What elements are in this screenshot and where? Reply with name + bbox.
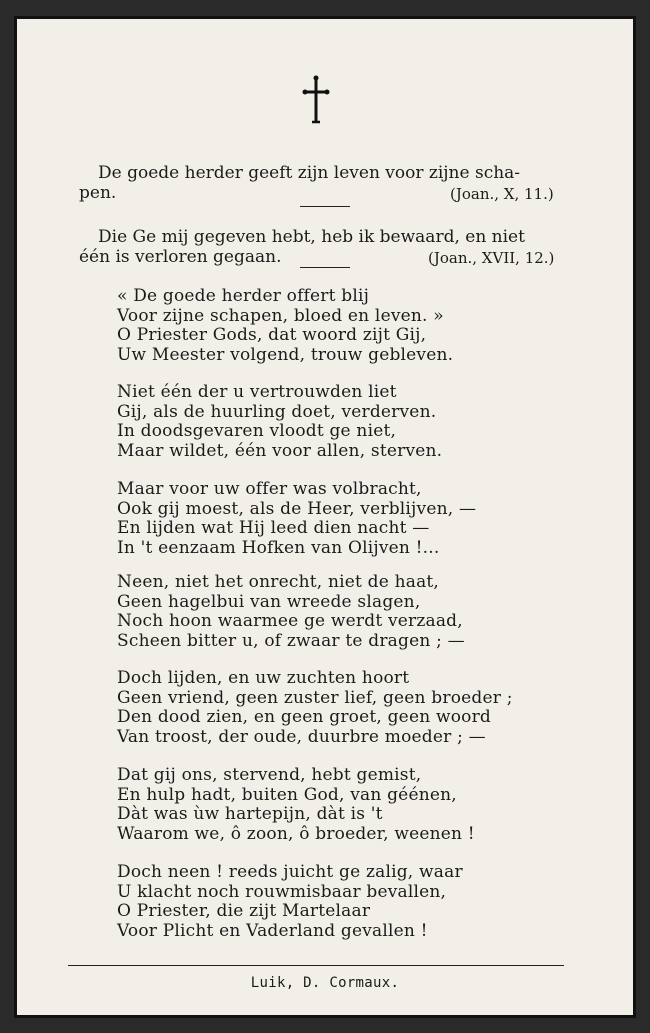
quote1-line2: pen. xyxy=(79,183,117,203)
poem-line: Noch hoon waarmee ge werdt verzaad, xyxy=(117,611,463,631)
poem-line: Maar wildet, één voor allen, sterven. xyxy=(117,440,443,461)
poem-stanza-4 xyxy=(117,573,465,651)
poem-line: U klacht noch rouwmisbaar bevallen, xyxy=(117,881,447,902)
poem-stanza-2 xyxy=(117,383,442,461)
poem-line: Geen vriend, geen zuster lief, geen broeder ; xyxy=(117,687,513,708)
quote1-reference: (Joan., X, 11.) xyxy=(450,185,554,203)
quote1-line1: De goede herder geeft zijn leven voor zijne scha- xyxy=(98,163,521,183)
poem-line: Waarom we, ô zoon, ô broeder, weenen ! xyxy=(117,823,475,844)
poem-line: Gij, als de huurling doet, verderven. xyxy=(117,401,437,422)
quote2-line1: Die Ge mij gegeven hebt, heb ik bewaard, en niet xyxy=(98,227,525,247)
quote1-dash xyxy=(300,206,350,207)
poem-line: Voor zijne schapen, bloed en leven. » xyxy=(117,305,444,326)
poem-line: Voor Plicht en Vaderland gevallen ! xyxy=(117,920,428,941)
poem-line: « De goede herder offert blij xyxy=(117,286,370,306)
poem-line: Scheen bitter u, of zwaar te dragen ; — xyxy=(117,630,465,651)
poem-stanza-7 xyxy=(117,863,463,941)
poem-stanza-3 xyxy=(117,480,476,558)
poem-line: En hulp hadt, buiten God, van géénen, xyxy=(117,784,457,805)
printer-credit: Luik, D. Cormaux. xyxy=(250,975,400,991)
poem-line: In doodsgevaren vloodt ge niet, xyxy=(117,421,397,441)
poem-line: Niet één der u vertrouwden liet xyxy=(117,382,397,402)
poem-stanza-1 xyxy=(117,287,453,365)
poem-line: Dàt was ùw hartepijn, dàt is 't xyxy=(117,804,383,824)
poem-line: En lijden wat Hij leed dien nacht — xyxy=(117,518,430,538)
quote2-line2: één is verloren gegaan. xyxy=(79,247,282,267)
poem-line: Uw Meester volgend, trouw gebleven. xyxy=(117,344,454,365)
poem-line: Geen hagelbui van wreede slagen, xyxy=(117,591,421,612)
poem-line: Doch lijden, en uw zuchten hoort xyxy=(117,668,410,688)
poem-line: Dat gij ons, stervend, hebt gemist, xyxy=(117,765,422,785)
poem-line: Maar voor uw offer was volbracht, xyxy=(117,479,422,499)
poem-line: In 't eenzaam Hofken van Olijven !... xyxy=(117,537,440,558)
poem-line: Doch neen ! reeds juicht ge zalig, waar xyxy=(117,862,463,882)
poem-line: O Priester, die zijt Martelaar xyxy=(117,901,371,921)
poem-line: Den dood zien, en geen groet, geen woord xyxy=(117,707,491,727)
poem-stanza-5 xyxy=(117,669,513,747)
footer-rule xyxy=(68,965,564,966)
poem-stanza-6 xyxy=(117,766,475,844)
quote2-reference: (Joan., XVII, 12.) xyxy=(428,249,555,267)
poem-line: Van troost, der oude, duurbre moeder ; — xyxy=(117,726,486,747)
poem-line: O Priester Gods, dat woord zijt Gij, xyxy=(117,325,427,345)
cross-icon xyxy=(301,75,331,125)
quote2-dash xyxy=(300,267,350,268)
poem-line: Neen, niet het onrecht, niet de haat, xyxy=(117,572,440,592)
poem-line: Ook gij moest, als de Heer, verblijven, — xyxy=(117,498,477,519)
